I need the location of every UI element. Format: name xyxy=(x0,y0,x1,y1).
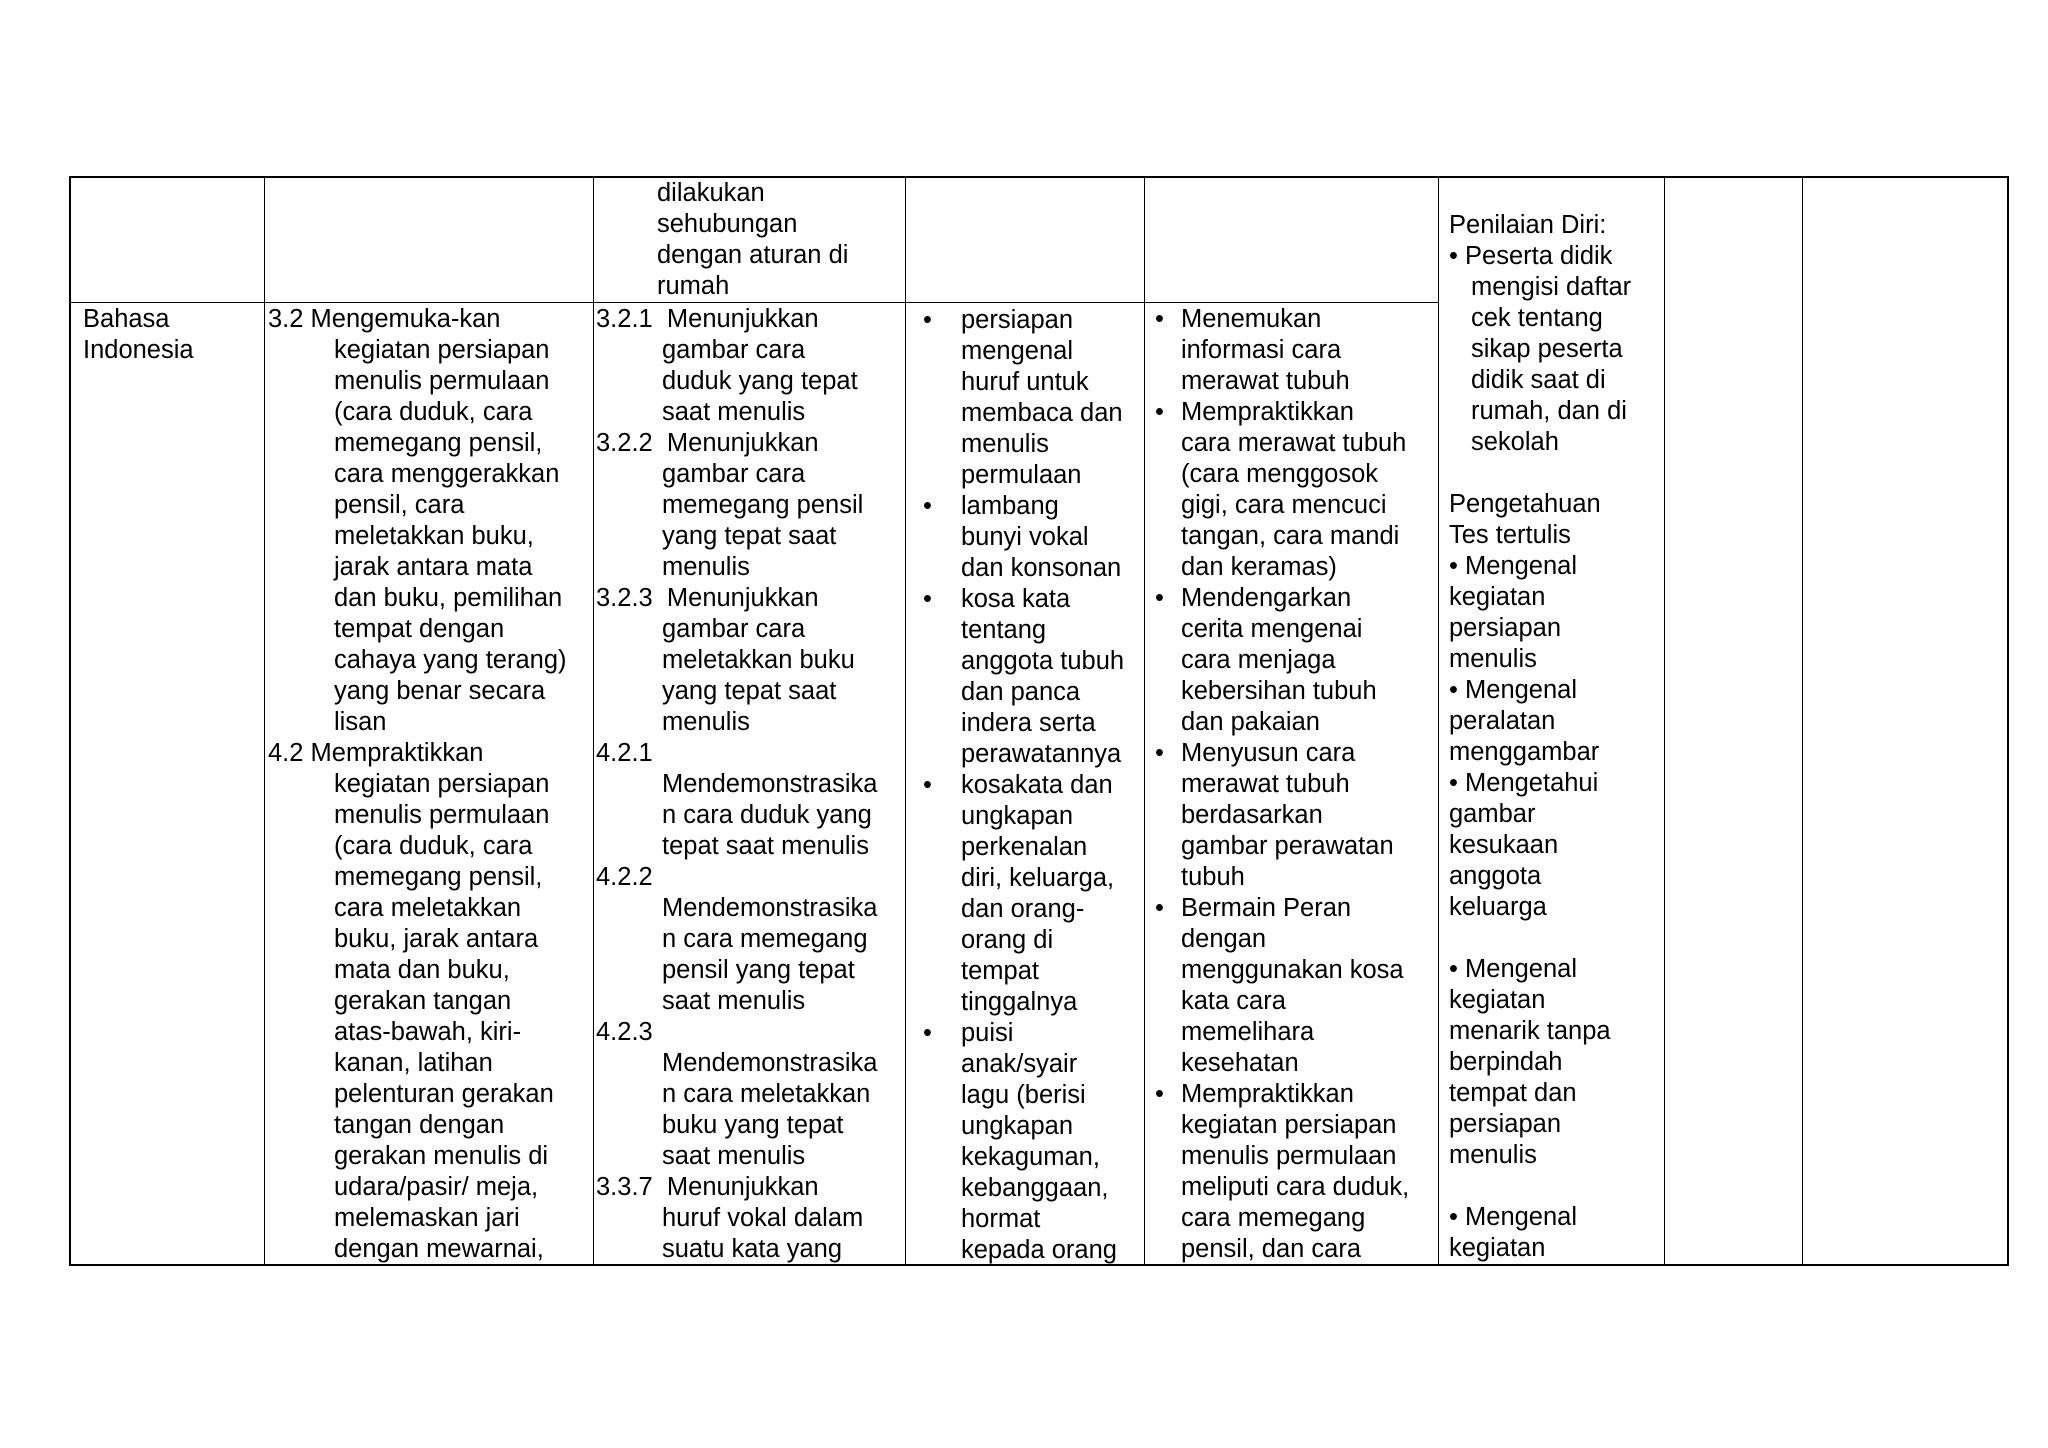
text-line: sehubungan xyxy=(657,210,798,238)
penilaian-text: kegiatan xyxy=(1449,583,1546,611)
kegiatan-text: informasi cara xyxy=(1181,336,1342,364)
indikator-cell xyxy=(596,304,877,1265)
penilaian-text: rumah, dan di xyxy=(1471,397,1627,425)
spacer xyxy=(1449,458,1631,489)
kegiatan-text: menggunakan kosa xyxy=(1181,956,1404,984)
kd-heading xyxy=(268,304,567,335)
penilaian-text: cek tentang xyxy=(1471,304,1603,332)
indikator-number: 4.2.3 xyxy=(596,1018,653,1046)
penilaian-bullet-item: • Mengetahui xyxy=(1449,769,1599,797)
materi-text: lagu (berisi xyxy=(961,1081,1086,1109)
kd-text: pelenturan gerakan xyxy=(334,1080,554,1108)
kegiatan-text: berdasarkan xyxy=(1181,801,1323,829)
materi-text: indera serta xyxy=(961,709,1096,737)
kegiatan-text: gambar perawatan xyxy=(1181,832,1394,860)
penilaian-bullet-item: • Mengenal xyxy=(1449,1203,1578,1231)
kd-text: menulis permulaan xyxy=(334,367,550,395)
kd-text: atas-bawah, kiri- xyxy=(334,1018,522,1046)
kegiatan-text: kata cara xyxy=(1181,987,1286,1015)
kd-text: cara meletakkan xyxy=(334,894,522,922)
kd-text: cara menggerakkan xyxy=(334,460,560,488)
kd-text: lisan xyxy=(334,708,387,736)
kegiatan-pembelajaran-cell xyxy=(1147,304,1409,1265)
kd-text: udara/pasir/ meja, xyxy=(334,1173,539,1201)
materi-text: ungkapan xyxy=(961,802,1074,830)
kegiatan-bullet-item: • Mempraktikkan xyxy=(1147,397,1409,428)
kegiatan-text: (cara menggosok xyxy=(1181,460,1379,488)
kd-text: cahaya yang terang) xyxy=(334,646,567,674)
indikator-text: saat menulis xyxy=(662,987,806,1015)
kegiatan-bullet-item: • Bermain Peran xyxy=(1147,893,1409,924)
materi-text: perkenalan xyxy=(961,833,1088,861)
penilaian-text: menulis xyxy=(1449,1141,1537,1169)
indikator-text: menulis xyxy=(662,708,750,736)
materi-text: tempat xyxy=(961,957,1039,985)
penilaian-text: Mengenal xyxy=(1465,1203,1578,1231)
indikator-text: saat menulis xyxy=(662,1142,806,1170)
kd-text: gerakan menulis di xyxy=(334,1142,549,1170)
kegiatan-text: gigi, cara mencuci xyxy=(1181,491,1387,519)
kegiatan-text: tubuh xyxy=(1181,863,1245,891)
indikator-text: huruf vokal dalam xyxy=(662,1204,864,1232)
kompetensi-dasar-cell xyxy=(268,304,567,1265)
indikator-heading xyxy=(596,862,877,893)
kegiatan-bullet-item: • Menemukan xyxy=(1147,304,1409,335)
indikator-first-text: Menunjukkan xyxy=(666,1173,819,1201)
penilaian-text: gambar xyxy=(1449,800,1536,828)
indikator-heading xyxy=(596,304,877,335)
materi-text: hormat xyxy=(961,1205,1041,1233)
materi-bullet-item: • persiapan xyxy=(909,305,1124,336)
penilaian-heading: Pengetahuan xyxy=(1449,490,1601,518)
penilaian-text: kesukaan xyxy=(1449,831,1559,859)
penilaian-text: keluarga xyxy=(1449,893,1547,921)
indikator-text: gambar cara xyxy=(662,460,806,488)
indikator-text: pensil yang tepat xyxy=(662,956,855,984)
kd-text: meletakkan buku, xyxy=(334,522,534,550)
materi-text: orang di xyxy=(961,926,1054,954)
indikator-first-text: Menunjukkan xyxy=(666,305,819,333)
materi-text: dan konsonan xyxy=(961,554,1122,582)
kd-text: kanan, latihan xyxy=(334,1049,493,1077)
penilaian-bullet-item: • Mengenal xyxy=(1449,955,1578,983)
penilaian-heading: Penilaian Diri: xyxy=(1449,211,1607,239)
kd-text: melemaskan jari xyxy=(334,1204,520,1232)
materi-bullet-item: • kosa kata xyxy=(909,584,1124,615)
text-line: rumah xyxy=(657,272,730,300)
syllabus-table xyxy=(69,176,2009,1266)
kd-text: menulis permulaan xyxy=(334,801,550,829)
materi-text: bunyi vokal xyxy=(961,523,1089,551)
penilaian-text: Mengenal xyxy=(1465,676,1578,704)
column-divider xyxy=(264,178,265,1264)
spacer xyxy=(1449,1171,1631,1202)
kd-first-text: Mengemuka-kan xyxy=(310,305,501,333)
penilaian-text: Mengetahui xyxy=(1465,769,1599,797)
kd-number: 4.2 xyxy=(268,739,304,767)
indikator-text: gambar cara xyxy=(662,336,806,364)
kegiatan-text: tangan, cara mandi xyxy=(1181,522,1400,550)
indikator-number: 3.3.7 xyxy=(596,1173,653,1201)
kd-text: buku, jarak antara xyxy=(334,925,539,953)
kegiatan-bullet-item: • Mempraktikkan xyxy=(1147,1079,1409,1110)
kd-first-text: Mempraktikkan xyxy=(310,739,484,767)
penilaian-text: Mengenal xyxy=(1465,955,1578,983)
indikator-text: saat menulis xyxy=(662,398,806,426)
materi-text: anak/syair xyxy=(961,1050,1078,1078)
indikator-first-text: Menunjukkan xyxy=(666,584,819,612)
materi-text: kepada orang xyxy=(961,1236,1117,1264)
materi-text: tentang xyxy=(961,616,1047,644)
penilaian-text: sikap peserta xyxy=(1471,335,1623,363)
penilaian-text: tempat dan xyxy=(1449,1079,1577,1107)
kd-text: gerakan tangan xyxy=(334,987,512,1015)
kd-heading xyxy=(268,738,567,769)
penilaian-heading: Tes tertulis xyxy=(1449,521,1571,549)
indikator-text: memegang pensil xyxy=(662,491,864,519)
indikator-text: menulis xyxy=(662,553,750,581)
materi-bullet-item: • kosakata dan xyxy=(909,770,1124,801)
kd-text: mata dan buku, xyxy=(334,956,510,984)
kegiatan-text: meliputi cara duduk, xyxy=(1181,1173,1410,1201)
kegiatan-bullet-item: • Menyusun cara xyxy=(1147,738,1409,769)
materi-text: perawatannya xyxy=(961,740,1122,768)
materi-text: kekaguman, xyxy=(961,1143,1100,1171)
subject-cell xyxy=(83,304,194,366)
materi-text: anggota tubuh xyxy=(961,647,1125,675)
penilaian-cell xyxy=(1449,210,1631,1264)
indikator-text: yang tepat saat xyxy=(662,522,837,550)
penilaian-text: kegiatan xyxy=(1449,1234,1546,1262)
indikator-text: yang tepat saat xyxy=(662,677,837,705)
column-divider xyxy=(1664,178,1665,1264)
kegiatan-text: cara memegang xyxy=(1181,1204,1366,1232)
penilaian-text: menulis xyxy=(1449,645,1537,673)
kd-text: memegang pensil, xyxy=(334,429,543,457)
materi-text: kebanggaan, xyxy=(961,1174,1109,1202)
text-line: dilakukan xyxy=(657,179,765,207)
penilaian-text: sekolah xyxy=(1471,428,1559,456)
kd-text: dengan mewarnai, xyxy=(334,1235,544,1263)
penilaian-bullet-item: • Mengenal xyxy=(1449,552,1578,580)
indikator-heading xyxy=(596,738,877,769)
penilaian-text: persiapan xyxy=(1449,1110,1561,1138)
materi-text: huruf untuk xyxy=(961,368,1089,396)
kegiatan-text: cara menjaga xyxy=(1181,646,1336,674)
kd-number: 3.2 xyxy=(268,305,304,333)
spacer xyxy=(1449,923,1631,954)
indikator-text: tepat saat menulis xyxy=(662,832,869,860)
indikator-number: 3.2.2 xyxy=(596,429,653,457)
penilaian-text: menggambar xyxy=(1449,738,1600,766)
column-divider xyxy=(593,178,594,1264)
kd-text: memegang pensil, xyxy=(334,863,543,891)
kegiatan-text: pensil, dan cara xyxy=(1181,1235,1362,1263)
indikator-heading xyxy=(596,428,877,459)
penilaian-text: peralatan xyxy=(1449,707,1556,735)
indikator-text: meletakkan buku xyxy=(662,646,855,674)
kegiatan-text: merawat tubuh xyxy=(1181,367,1350,395)
indikator-number: 3.2.1 xyxy=(596,305,653,333)
penilaian-text: mengisi daftar xyxy=(1471,273,1632,301)
indikator-number: 4.2.1 xyxy=(596,739,653,767)
materi-text: dan panca xyxy=(961,678,1081,706)
kegiatan-text: cerita mengenai xyxy=(1181,615,1363,643)
penilaian-bullet-item: • Peserta didik xyxy=(1449,242,1613,270)
penilaian-text: Peserta didik xyxy=(1465,242,1613,270)
kd-text: dan buku, pemilihan xyxy=(334,584,563,612)
materi-bullet-item: • lambang xyxy=(909,491,1124,522)
indikator-number: 3.2.3 xyxy=(596,584,653,612)
materi-text: permulaan xyxy=(961,461,1082,489)
indikator-number: 4.2.2 xyxy=(596,863,653,891)
penilaian-text: menarik tanpa xyxy=(1449,1017,1611,1045)
penilaian-text: anggota xyxy=(1449,862,1542,890)
kegiatan-text: cara merawat tubuh xyxy=(1181,429,1407,457)
materi-text: tinggalnya xyxy=(961,988,1078,1016)
text-line: dengan aturan di xyxy=(657,241,849,269)
kegiatan-text: dengan xyxy=(1181,925,1267,953)
indikator-heading xyxy=(596,583,877,614)
kd-text: jarak antara mata xyxy=(334,553,533,581)
top-row-indicator-cell xyxy=(657,178,848,302)
kegiatan-text: merawat tubuh xyxy=(1181,770,1350,798)
indikator-text: n cara memegang xyxy=(662,925,868,953)
materi-cell xyxy=(909,305,1124,1266)
indikator-text: duduk yang tepat xyxy=(662,367,858,395)
indikator-text: suatu kata yang xyxy=(662,1235,843,1263)
indikator-text: buku yang tepat xyxy=(662,1111,844,1139)
column-divider xyxy=(1438,178,1439,1264)
materi-text: ungkapan xyxy=(961,1112,1074,1140)
penilaian-text: kegiatan xyxy=(1449,986,1546,1014)
kegiatan-text: dan pakaian xyxy=(1181,708,1320,736)
row-divider xyxy=(71,302,1438,303)
kegiatan-text: kebersihan tubuh xyxy=(1181,677,1377,705)
materi-text: membaca dan xyxy=(961,399,1123,427)
indikator-heading xyxy=(596,1017,877,1048)
penilaian-text: didik saat di xyxy=(1471,366,1606,394)
kegiatan-text: kegiatan persiapan xyxy=(1181,1111,1397,1139)
indikator-text: gambar cara xyxy=(662,615,806,643)
materi-bullet-item: • puisi xyxy=(909,1018,1124,1049)
kd-text: tangan dengan xyxy=(334,1111,505,1139)
indikator-text: Mendemonstrasika xyxy=(662,770,878,798)
penilaian-text: berpindah xyxy=(1449,1048,1563,1076)
materi-text: mengenal xyxy=(961,337,1073,365)
kd-text: (cara duduk, cara xyxy=(334,398,533,426)
subject-text: Bahasa xyxy=(83,305,170,333)
kd-text: yang benar secara xyxy=(334,677,546,705)
indikator-heading xyxy=(596,1172,877,1203)
column-divider xyxy=(1802,178,1803,1264)
kegiatan-text: kesehatan xyxy=(1181,1049,1299,1077)
kd-text: tempat dengan xyxy=(334,615,505,643)
materi-text: diri, keluarga, xyxy=(961,864,1115,892)
kegiatan-text: memelihara xyxy=(1181,1018,1315,1046)
kd-text: (cara duduk, cara xyxy=(334,832,533,860)
materi-text: dan orang- xyxy=(961,895,1085,923)
column-divider xyxy=(1144,178,1145,1264)
indikator-text: n cara duduk yang xyxy=(662,801,872,829)
materi-text: menulis xyxy=(961,430,1049,458)
penilaian-text: persiapan xyxy=(1449,614,1561,642)
kd-text: pensil, cara xyxy=(334,491,465,519)
kegiatan-text: menulis permulaan xyxy=(1181,1142,1397,1170)
penilaian-text: Mengenal xyxy=(1465,552,1578,580)
indikator-first-text: Menunjukkan xyxy=(666,429,819,457)
kd-text: kegiatan persiapan xyxy=(334,770,550,798)
indikator-text: Mendemonstrasika xyxy=(662,1049,878,1077)
indikator-text: n cara meletakkan xyxy=(662,1080,871,1108)
kegiatan-text: dan keramas) xyxy=(1181,553,1337,581)
column-divider xyxy=(905,178,906,1264)
indikator-text: Mendemonstrasika xyxy=(662,894,878,922)
kegiatan-bullet-item: • Mendengarkan xyxy=(1147,583,1409,614)
penilaian-bullet-item: • Mengenal xyxy=(1449,676,1578,704)
subject-text: Indonesia xyxy=(83,336,194,364)
kd-text: kegiatan persiapan xyxy=(334,336,550,364)
